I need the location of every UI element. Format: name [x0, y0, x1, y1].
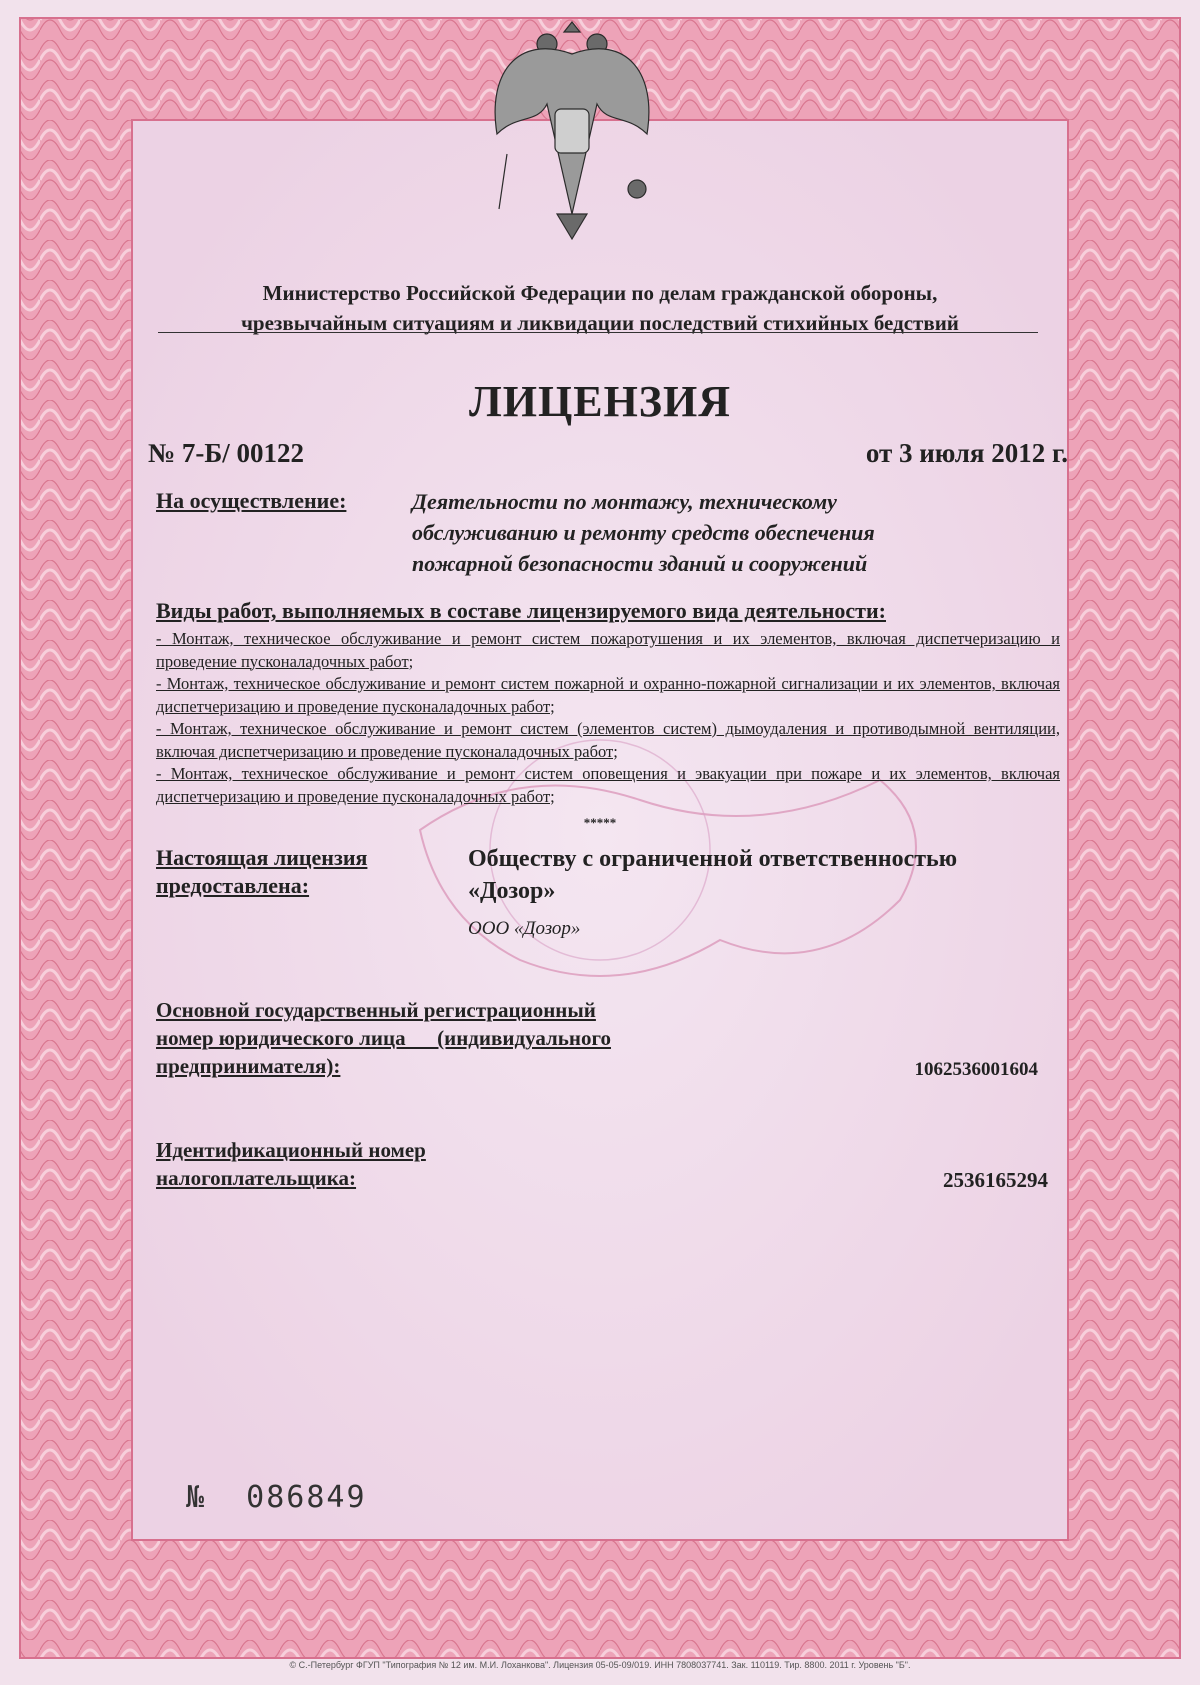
granted-label-line-1: Настоящая лицензия — [156, 845, 368, 870]
granted-label-line-2: предоставлена: — [156, 873, 310, 898]
works-item: - Монтаж, техническое обслуживание и ремонт систем (элементов систем) дымоудаления и противодымной вентиляции, включая диспетчеризацию и проведение пусконаладочных работ; — [156, 719, 1060, 761]
works-item: - Монтаж, техническое обслуживание и ремонт систем оповещения и эвакуации при пожаре и их элементов, включая диспетчеризацию и проведение пусконаладочных работ; — [156, 764, 1060, 806]
implementation-line-3: пожарной безопасности зданий и сооружений — [412, 551, 868, 576]
coat-of-arms-emblem — [477, 14, 667, 249]
implementation-line-1: Деятельности по монтажу, техническому — [412, 489, 837, 514]
licensee-name-line-2: «Дозор» — [468, 878, 556, 904]
works-title: Виды работ, выполняемых в составе лицензируемого вида деятельности: — [156, 598, 886, 623]
ministry-name — [132, 278, 1068, 338]
license-date: от 3 июля 2012 г. — [865, 438, 1068, 468]
ogrn-label-line-3: предпринимателя): — [156, 1054, 341, 1078]
implementation-text — [412, 486, 1032, 579]
ogrn-label-line-2: номер юридического лица (индивидуального — [156, 1026, 611, 1050]
license-content — [132, 0, 1068, 1685]
ogrn-label-line-1: Основной государственный регистрационный — [156, 998, 596, 1022]
inn-label-line-2: налогоплательщика: — [156, 1166, 357, 1190]
granted-label — [156, 844, 367, 900]
licensee-name — [468, 843, 1068, 907]
ogrn-label — [156, 996, 716, 1080]
works-item: - Монтаж, техническое обслуживание и ремонт систем пожарной и охранно-пожарной сигнализации и их элементов, включая диспетчеризацию и проведение пусконаладочных работ; — [156, 674, 1060, 716]
inn-value: 2536165294 — [943, 1168, 1048, 1192]
ministry-line-2: чрезвычайным ситуациям и ликвидации последствий стихийных бедствий — [241, 311, 959, 335]
inn-label-line-1: Идентификационный номер — [156, 1138, 426, 1162]
works-item: - Монтаж, техническое обслуживание и ремонт систем пожаротушения и их элементов, включая диспетчеризацию и проведение пусконаладочных работ; — [156, 629, 1060, 671]
document-title: ЛИЦЕНЗИЯ — [468, 377, 732, 426]
form-serial-number: № 086849 — [186, 1480, 367, 1515]
ministry-underline — [158, 332, 1038, 333]
implementation-line-2: обслуживанию и ремонту средств обеспечения — [412, 520, 875, 545]
inn-label — [156, 1136, 426, 1192]
licensee-name-line-1: Обществу с ограниченной ответственностью — [468, 846, 958, 872]
implementation-label: На осуществление: — [156, 488, 347, 513]
ogrn-value: 1062536001604 — [914, 1059, 1038, 1080]
works-list — [156, 628, 1060, 808]
licensee-short-name: ООО «Дозор» — [468, 918, 581, 939]
license-number: № 7-Б/ 00122 — [148, 438, 304, 468]
printer-info: © С.-Петербург ФГУП "Типография № 12 им. М.И. Лоханкова". Лицензия 05-05-09/019. ИНН 7808037741. Зак. 110119. Тир. 8800. 2011 г. Уровень "Б". — [289, 1660, 911, 1670]
ministry-line-1: Министерство Российской Федерации по делам гражданской обороны, — [262, 281, 938, 305]
works-separator: ***** — [583, 815, 617, 830]
